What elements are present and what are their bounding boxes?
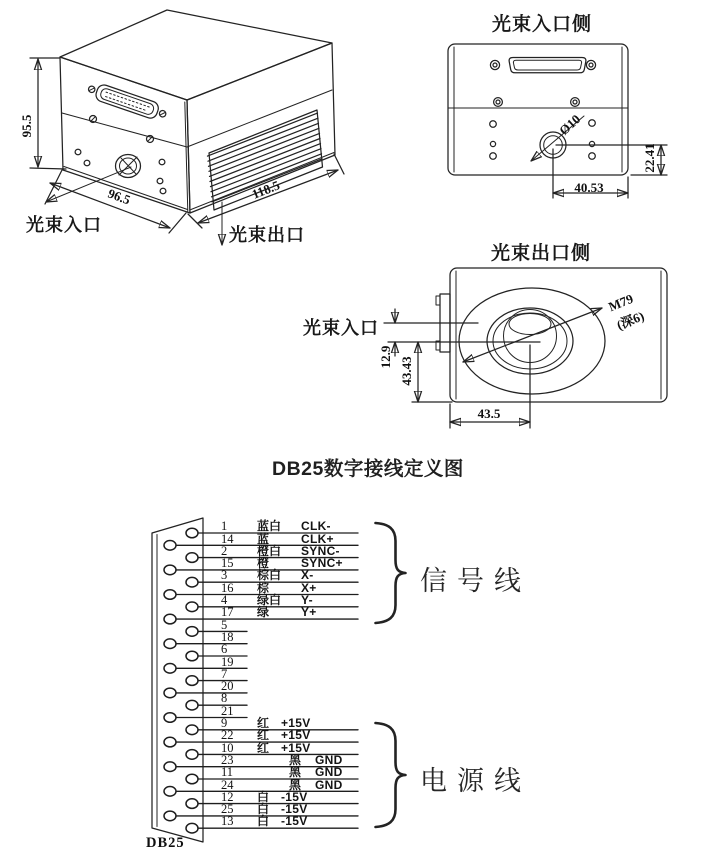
db25-pin-num-pin10: 10 — [221, 740, 234, 755]
db25-pin-color-pin14: 蓝 — [257, 531, 270, 546]
db25-pin-num-pin3: 3 — [221, 568, 228, 583]
db25-pin-num-pin11: 11 — [221, 765, 234, 780]
db25-pin-num-pin21: 21 — [221, 703, 234, 718]
db25-pin-num-pin23: 23 — [221, 752, 234, 767]
power-brace-label: 电源线 — [420, 766, 531, 796]
exit-dim-center-width: 43.5 — [477, 406, 501, 421]
db25-pin-num-pin14: 14 — [221, 531, 234, 546]
db25-pin-color-pin25: 白 — [257, 802, 270, 817]
db25-pin-sig-pin3: X- — [301, 568, 314, 583]
db25-pin-hole — [186, 602, 198, 612]
signal-brace-label: 信号线 — [420, 566, 531, 596]
db25-pin-hole — [186, 700, 198, 710]
db25-pin-hole — [164, 565, 176, 575]
iso-front-face — [60, 57, 190, 213]
entry-dim-horizontal: 40.53 — [574, 180, 604, 195]
db25-pin-color-pin22: 红 — [257, 728, 270, 743]
db25-pin-color-pin24: 黑 — [289, 777, 302, 792]
db25-pin-sig-pin14: CLK+ — [301, 531, 334, 546]
db25-pin-num-pin24: 24 — [221, 777, 234, 792]
entry-dim-hole: Ø10 — [556, 111, 584, 138]
db25-pin-sig-pin24: GND — [315, 777, 343, 792]
db25-connector-label: DB25 — [146, 835, 185, 851]
iso-top-face — [60, 10, 332, 100]
db25-pin-hole — [186, 577, 198, 587]
db25-pin-color-pin1: 蓝白 — [257, 519, 282, 534]
iso-dim-width: 96.5 — [105, 185, 133, 208]
db25-pin-sig-pin13: -15V — [281, 814, 308, 829]
db25-pin-hole — [164, 787, 176, 797]
power-brace — [376, 723, 406, 827]
iso-front-holes — [75, 116, 166, 194]
db25-pin-color-pin10: 红 — [257, 740, 270, 755]
db25-pin-hole — [164, 664, 176, 674]
iso-beam-entrance-hole — [116, 155, 141, 178]
exit-view-title: 光束出口侧 — [491, 243, 592, 264]
db25-pin-hole — [164, 762, 176, 772]
db25-pin-hole — [186, 553, 198, 563]
iso-view-drawing — [30, 10, 344, 245]
db25-pin-hole — [164, 639, 176, 649]
entry-screw-holes — [490, 98, 596, 160]
db25-pin-hole — [164, 737, 176, 747]
db25-pin-sig-pin9: +15V — [281, 716, 311, 730]
db25-pin-color-pin12: 白 — [257, 789, 270, 804]
db25-pin-num-pin8: 8 — [221, 691, 228, 706]
db25-pin-sig-pin16: X+ — [301, 580, 317, 595]
db25-pin-sig-pin17: Y+ — [301, 605, 317, 620]
db25-pin-num-pin6: 6 — [221, 642, 228, 657]
db25-pin-hole — [186, 725, 198, 735]
db25-pin-color-pin15: 橙 — [257, 556, 270, 571]
db25-pin-hole — [186, 823, 198, 833]
exit-lens-aperture — [459, 288, 605, 394]
db25-pin-hole — [186, 799, 198, 809]
db25-pin-color-pin13: 白 — [257, 814, 270, 829]
db25-pin-num-pin9: 9 — [221, 716, 228, 730]
db25-pin-color-pin23: 黑 — [289, 752, 302, 767]
db25-pin-sig-pin11: GND — [315, 765, 343, 780]
db25-pin-num-pin15: 15 — [221, 556, 234, 571]
db25-pin-hole — [164, 541, 176, 551]
exit-dim-thread: M79 — [606, 290, 636, 315]
db25-pin-hole — [186, 750, 198, 760]
db25-pin-color-pin16: 棕 — [257, 580, 270, 595]
db25-pin-num-pin16: 16 — [221, 580, 234, 595]
db25-pin-num-pin2: 2 — [221, 543, 228, 558]
db25-pin-color-pin2: 橙白 — [257, 543, 282, 558]
db25-pin-hole — [164, 614, 176, 624]
iso-front-seam — [62, 113, 187, 147]
db25-pin-hole — [186, 528, 198, 538]
db25-pin-sig-pin10: +15V — [281, 740, 311, 755]
exit-thread-leader — [463, 308, 602, 362]
db25-pin-color-pin17: 绿 — [257, 605, 270, 620]
exit-label-beam-in: 光束入口 — [303, 318, 379, 338]
db25-pin-hole — [186, 651, 198, 661]
db25-diagram-title: DB25数字接线定义图 — [272, 458, 464, 480]
iso-db25-connector — [86, 80, 168, 123]
entry-view-drawing — [448, 44, 667, 198]
db25-pin-sig-pin15: SYNC+ — [301, 556, 343, 571]
iso-dim-height: 95.5 — [19, 114, 34, 138]
db25-pin-num-pin20: 20 — [221, 679, 234, 694]
db25-pin-num-pin22: 22 — [221, 728, 234, 743]
db25-pin-num-pin19: 19 — [221, 654, 234, 669]
db25-pin-num-pin7: 7 — [221, 666, 228, 681]
db25-pin-num-pin5: 5 — [221, 617, 228, 632]
db25-pin-num-pin13: 13 — [221, 814, 234, 829]
db25-pin-hole — [186, 676, 198, 686]
db25-pin-sig-pin2: SYNC- — [301, 543, 340, 558]
db25-pin-hole — [164, 811, 176, 821]
entry-view-title: 光束入口侧 — [492, 14, 593, 35]
db25-pin-hole — [186, 774, 198, 784]
entry-db25-connector — [490, 58, 595, 73]
iso-dim-depth: 118.5 — [249, 177, 282, 202]
db25-pin-color-pin9: 红 — [257, 716, 270, 730]
db25-pin-hole — [186, 627, 198, 637]
iso-right-seam — [187, 90, 332, 147]
db25-pin-num-pin17: 17 — [221, 605, 234, 620]
exit-dim-thread-depth: (深6) — [614, 308, 647, 333]
db25-pin-hole — [164, 713, 176, 723]
db25-pin-sig-pin22: +15V — [281, 728, 311, 743]
db25-pin-sig-pin1: CLK- — [301, 519, 331, 534]
iso-label-beam-out: 光束出口 — [229, 225, 305, 245]
db25-pin-sig-pin4: Y- — [301, 593, 313, 607]
db25-pin-num-pin4: 4 — [221, 593, 228, 607]
db25-pin-color-pin11: 黑 — [289, 765, 302, 780]
db25-pin-num-pin25: 25 — [221, 802, 234, 817]
db25-pin-num-pin1: 1 — [221, 519, 228, 534]
db25-pin-sig-pin23: GND — [315, 752, 343, 767]
iso-label-beam-in: 光束入口 — [26, 215, 102, 235]
db25-pin-hole — [164, 688, 176, 698]
db25-pin-sig-pin25: -15V — [281, 802, 308, 817]
db25-pin-color-pin4: 绿白 — [257, 593, 282, 607]
signal-brace — [376, 523, 406, 623]
db25-pin-sig-pin12: -15V — [281, 789, 308, 804]
entry-dim-vertical: 22.41 — [642, 143, 657, 173]
exit-dim-offset: 12.9 — [378, 345, 393, 369]
db25-pin-hole — [164, 590, 176, 600]
db25-pin-num-pin12: 12 — [221, 789, 234, 804]
db25-pin-num-pin18: 18 — [221, 629, 234, 644]
db25-pin-color-pin3: 棕白 — [257, 568, 282, 583]
exit-dim-center-height: 43.43 — [399, 356, 414, 386]
db25-diagram — [152, 518, 406, 842]
